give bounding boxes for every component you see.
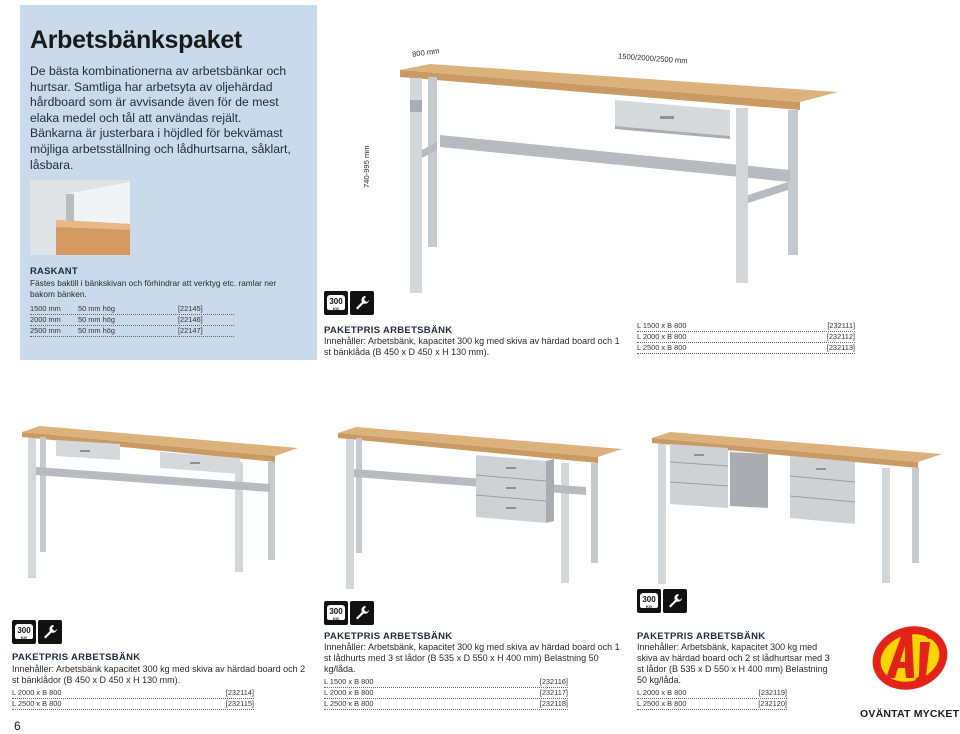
table-row bbox=[637, 688, 787, 699]
package3-description: Innehåller: Arbetsbänk, kapacitet 300 kg med skiva av härdad board och 1 st lådhurts med 3 st lådor (B 535 x D 550 x H 400 mm) Belastning 50 kg/låda. bbox=[324, 642, 620, 674]
package4-size: L 2000 x B 800 bbox=[637, 688, 687, 697]
wrench-icon bbox=[663, 589, 687, 613]
package-badges bbox=[12, 620, 62, 644]
weight-300kg-icon: 300 KG bbox=[324, 291, 348, 315]
package1-description: Innehåller: Arbetsbänk, kapacitet 300 kg med skiva av härdad board och 1 st bänklåda (B 450 x D 450 x H 130 mm). bbox=[324, 336, 620, 357]
table-row bbox=[30, 315, 234, 326]
package4-heading: PAKETPRIS ARBETSBÄNK bbox=[637, 631, 766, 642]
table-row bbox=[637, 699, 787, 710]
package-badges bbox=[324, 291, 374, 315]
package1-code: [232111] bbox=[827, 321, 855, 330]
workbench-two-cabinets-image bbox=[650, 430, 950, 590]
table-row bbox=[637, 343, 855, 354]
raskant-photo bbox=[30, 180, 130, 255]
weight-300kg-icon: 300 KG bbox=[12, 620, 36, 644]
raskant-code: [22146] bbox=[178, 315, 203, 324]
package1-code: [232113] bbox=[826, 343, 855, 352]
table-row bbox=[637, 332, 855, 343]
raskant-size: 2000 mm bbox=[30, 315, 61, 324]
package3-code: [232116] bbox=[539, 677, 568, 686]
package3-code: [232118] bbox=[539, 699, 568, 708]
package2-code: [232114] bbox=[225, 688, 254, 697]
table-row bbox=[12, 688, 254, 699]
page-number: 6 bbox=[14, 719, 21, 733]
raskant-heading: RASKANT bbox=[30, 266, 78, 277]
weight-300kg-icon: 300 KG bbox=[324, 601, 348, 625]
raskant-height: 50 mm hög bbox=[78, 315, 115, 324]
wrench-icon bbox=[350, 601, 374, 625]
raskant-size: 2500 mm bbox=[30, 326, 61, 335]
package2-size: L 2000 x B 800 bbox=[12, 688, 62, 697]
weight-300kg-icon: 300 KG bbox=[637, 589, 661, 613]
package3-size: L 2000 x B 800 bbox=[324, 688, 374, 697]
main-workbench-image bbox=[370, 40, 840, 310]
package-badges bbox=[637, 589, 687, 613]
package2-size: L 2500 x B 800 bbox=[12, 699, 62, 708]
dimension-height: 740-995 mm bbox=[362, 145, 371, 188]
table-row bbox=[324, 688, 568, 699]
table-row bbox=[637, 321, 855, 332]
package2-description: Innehåller: Arbetsbänk kapacitet 300 kg med skiva av härdad board och 2 st bänklådor (B 450 x D 450 x H 130 mm). bbox=[12, 664, 306, 685]
raskant-description: Fästes baktill i bänkskivan och förhindrar att verktyg etc. ramlar ner bakom bänken. bbox=[30, 278, 277, 299]
package1-heading: PAKETPRIS ARBETSBÄNK bbox=[324, 325, 453, 336]
table-row bbox=[324, 699, 568, 710]
wrench-icon bbox=[350, 291, 374, 315]
package1-code: [232112] bbox=[826, 332, 855, 341]
raskant-height: 50 mm hög bbox=[78, 304, 115, 313]
raskant-code: [22147] bbox=[178, 326, 203, 335]
package2-heading: PAKETPRIS ARBETSBÄNK bbox=[12, 652, 141, 663]
dimension-depth: 800 mm bbox=[411, 46, 440, 59]
package4-size: L 2500 x B 800 bbox=[637, 699, 687, 708]
package4-code: [232119] bbox=[758, 688, 787, 697]
package4-code: [232120] bbox=[758, 699, 787, 708]
package2-code: [232115] bbox=[225, 699, 254, 708]
page-title: Arbetsbänkspaket bbox=[30, 26, 242, 54]
package3-heading: PAKETPRIS ARBETSBÄNK bbox=[324, 631, 453, 642]
raskant-code: [22145] bbox=[178, 304, 203, 313]
workbench-one-cabinet-image bbox=[336, 425, 626, 595]
table-row bbox=[30, 304, 234, 315]
package4-description: Innehåller: Arbetsbänk, kapacitet 300 kg med skiva av härdad board och 2 st lådhurtsar med 3 st lådor (B 535 x D 550 x H 400 mm) Belastning 50 kg/låda. bbox=[637, 642, 830, 685]
aj-logo bbox=[868, 624, 956, 708]
package3-size: L 2500 x B 800 bbox=[324, 699, 374, 708]
package1-size: L 1500 x B 800 bbox=[637, 321, 687, 330]
logo-tagline: OVÄNTAT MYCKET bbox=[860, 708, 960, 720]
workbench-two-drawers-image bbox=[20, 422, 300, 582]
package1-size: L 2500 x B 800 bbox=[637, 343, 687, 352]
table-row bbox=[30, 326, 234, 337]
package1-size: L 2000 x B 800 bbox=[637, 332, 687, 341]
dimension-length: 1500/2000/2500 mm bbox=[617, 51, 688, 66]
raskant-size: 1500 mm bbox=[30, 304, 61, 313]
wrench-icon bbox=[38, 620, 62, 644]
raskant-height: 50 mm hög bbox=[78, 326, 115, 335]
package-badges bbox=[324, 601, 374, 625]
package3-size: L 1500 x B 800 bbox=[324, 677, 374, 686]
table-row bbox=[12, 699, 254, 710]
package3-code: [232117] bbox=[539, 688, 568, 697]
table-row bbox=[324, 677, 568, 688]
intro-paragraph: De bästa kombinationerna av arbetsbänkar och hurtsar. Samtliga har arbetsyta av oljehärdad hårdboard som är avvisande även för de mest elaka medel och tål att användas rejält. Bänkarna är justerbara i höjdled för bekvämast möjliga arbetsställning och lådhurtsarna, såklart, låsbara. bbox=[30, 64, 291, 172]
